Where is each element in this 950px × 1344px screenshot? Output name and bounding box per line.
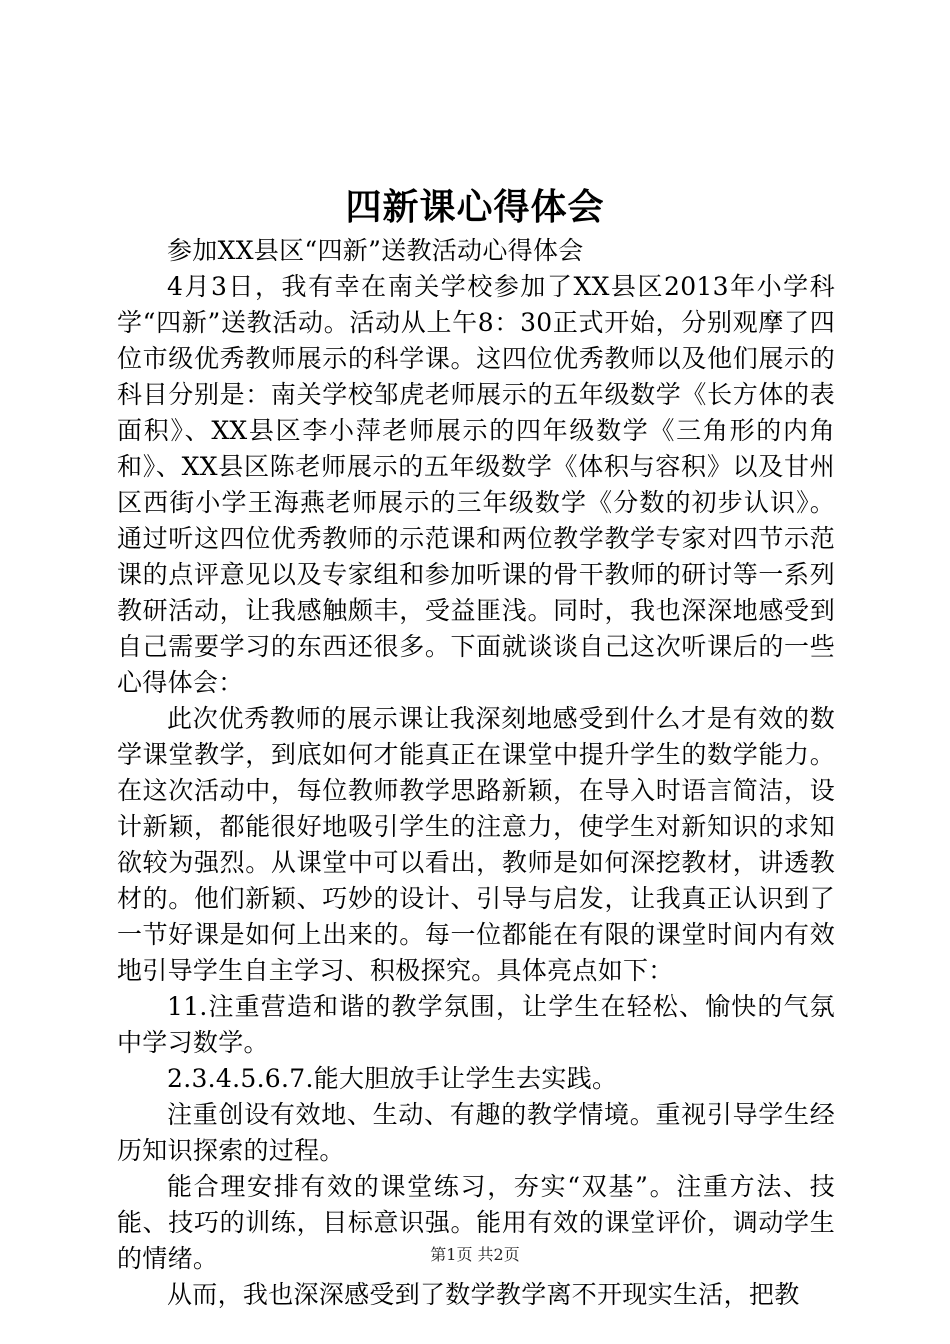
paragraph-point-practice: 能合理安排有效的课堂练习，夯实“双基”。注重方法、技能、技巧的训练，目标意识强。能用有效的课堂评价，调动学生的情绪。 — [117, 1172, 835, 1273]
document-body — [117, 233, 835, 1313]
page-number-footer: 第1页 共2页 — [430, 1245, 520, 1264]
paragraph-point-list: 2.3.4.5.6.7.能大胆放手让学生去实践。 — [167, 1064, 618, 1093]
paragraph-intro: 4月3日，我有幸在南关学校参加了XX县区2013年小学科学“四新”送教活动。活动从上午8：30正式开始，分别观摩了四位市级优秀教师展示的科学课。这四位优秀教师以及他们展示的科目分别是：南关学校邹虎老师展示的五年级数学《长方体的表面积》、XX县区李小萍老师展示的四年级数学《三角形的内角和》、XX县区陈老师展示的五年级数学《体积与容积》以及甘州区西街小学王海燕老师展示的三年级数学《分数的初步认识》。通过听这四位优秀教师的示范课和两位教学教学专家对四节示范课的点评意见以及专家组和参加听课的骨干教师的研讨等一系列教研活动，让我感触颇丰，受益匪浅。同时，我也深深地感受到自己需要学习的东西还很多。下面就谈谈自己这次听课后的一些心得体会： — [117, 272, 835, 697]
document-title: 四新课心得体会 — [345, 186, 605, 228]
paragraph-reflection: 此次优秀教师的展示课让我深刻地感受到什么才是有效的数学课堂教学，到底如何才能真正在课堂中提升学生的数学能力。在这次活动中，每位教师教学思路新颖，在导入时语言简洁，设计新颖，都能很好地吸引学生的注意力，使学生对新知识的求知欲较为强烈。从课堂中可以看出，教师是如何深挖教材，讲透教材的。他们新颖、巧妙的设计、引导与启发，让我真正认识到了一节好课是如何上出来的。每一位都能在有限的课堂时间内有效地引导学生自主学习、积极探究。具体亮点如下： — [117, 704, 835, 985]
paragraph-point-situation: 注重创设有效地、生动、有趣的教学情境。重视引导学生经历知识探索的过程。 — [117, 1100, 835, 1165]
paragraph-subtitle: 参加XX县区“四新”送教活动心得体会 — [167, 236, 584, 265]
paragraph-conclusion: 从而，我也深深感受到了数学教学离不开现实生活，把教 — [167, 1280, 800, 1309]
paragraph-point-1: 11.注重营造和谐的教学氛围，让学生在轻松、愉快的气氛中学习数学。 — [117, 992, 835, 1057]
